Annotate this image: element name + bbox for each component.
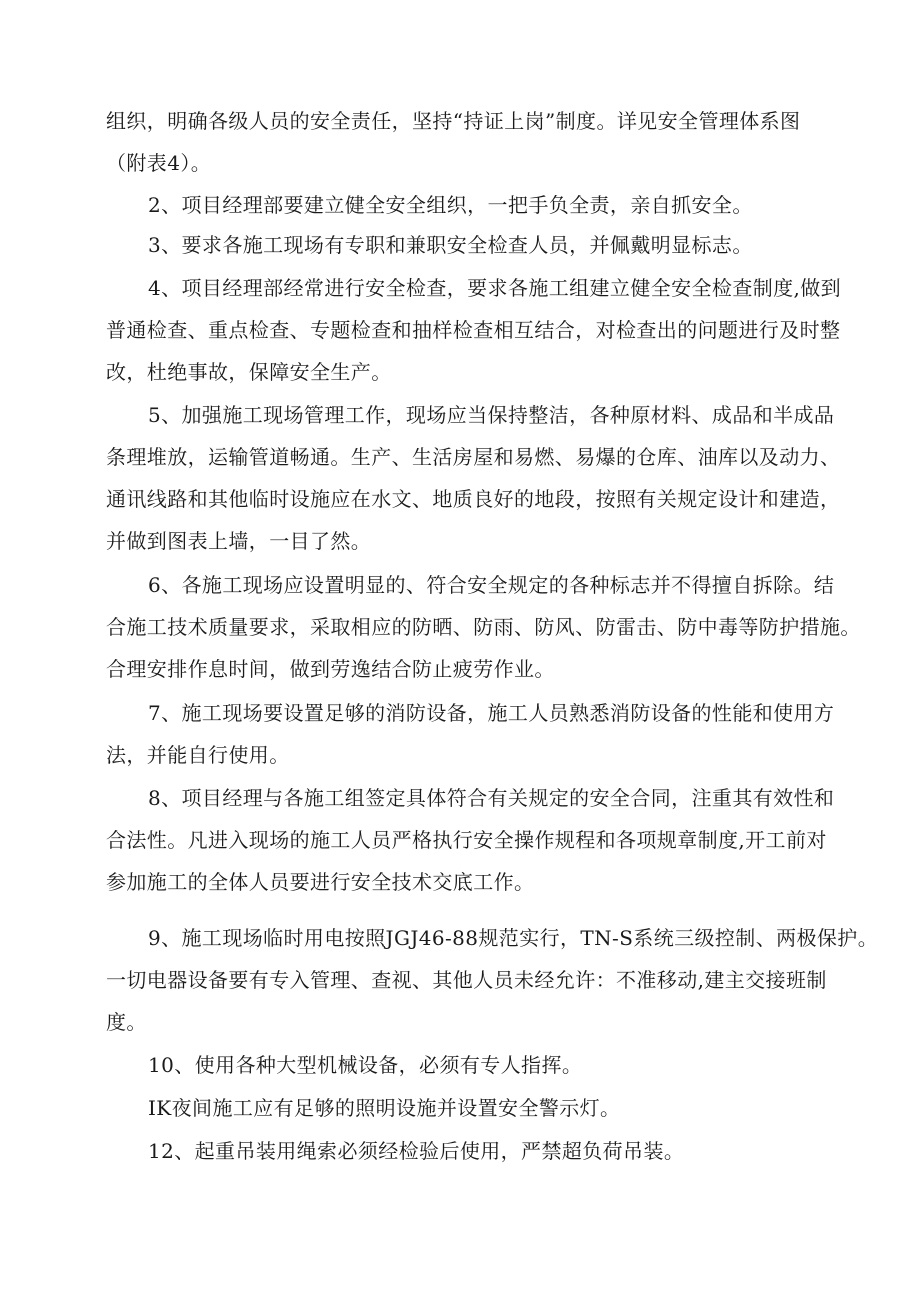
text-line: （附表4）。 — [106, 151, 212, 175]
text-line: 3、要求各施工现场有专职和兼职安全检查人员，并佩戴明显标志。 — [148, 233, 753, 257]
text-line: 组织，明确各级人员的安全责任，坚持“持证上岗”制度。详见安全管理体系图 — [106, 109, 801, 133]
text-line: 合法性。凡进入现场的施工人员严格执行安全操作规程和各项规章制度,开工前对 — [106, 828, 827, 852]
text-line: 度。 — [106, 1010, 147, 1034]
text-line: 一切电器设备要有专入管理、查视、其他人员未经允许：不准移动,建主交接班制 — [106, 968, 827, 992]
text-line: 7、施工现场要设置足够的消防设备，施工人员熟悉消防设备的性能和使用方 — [148, 701, 835, 725]
paragraph-10 — [106, 1044, 826, 1086]
text-line: 2、项目经理部要建立健全安全组织，一把手负全责，亲自抓安全。 — [148, 193, 753, 217]
paragraph-6 — [106, 564, 861, 690]
text-line: 8、项目经理与各施工组签定具体符合有关规定的安全合同，注重其有效性和 — [148, 786, 835, 810]
text-line: 条理堆放，运输管道畅通。生产、生活房屋和易燃、易爆的仓库、油库以及动力、 — [106, 445, 841, 469]
text-line: 普通检查、重点检查、专题检查和抽样检查相互结合，对检查出的问题进行及时整 — [106, 318, 841, 342]
paragraph-5 — [106, 394, 841, 562]
paragraph-8 — [106, 777, 835, 903]
text-line: 并做到图表上墙，一目了然。 — [106, 529, 372, 553]
text-line: 改，杜绝事故，保障安全生产。 — [106, 360, 392, 384]
text-line: 4、项目经理部经常进行安全检查，要求各施工组建立健全安全检查制度,做到 — [148, 276, 842, 300]
text-line: 法，并能自行使用。 — [106, 743, 290, 767]
text-line: 9、施工现场临时用电按照JGJ46-88规范实行，TN-S系统三级控制、两极保护。 — [148, 926, 879, 950]
text-line: 合施工技术质量要求，采取相应的防晒、防雨、防风、防雷击、防中毒等防护措施。 — [106, 615, 861, 639]
text-line: 合理安排作息时间，做到劳逸结合防止疲劳作业。 — [106, 657, 555, 681]
paragraph-4 — [106, 267, 842, 393]
paragraph-11 — [106, 1087, 826, 1129]
text-line: 5、加强施工现场管理工作，现场应当保持整洁，各种原材料、成品和半成品 — [148, 403, 835, 427]
paragraph-2 — [106, 184, 826, 226]
paragraph-9 — [106, 917, 879, 1043]
paragraph-1-continued — [106, 100, 826, 184]
paragraph-12 — [106, 1130, 826, 1172]
paragraph-3 — [106, 224, 826, 266]
text-line: 参加施工的全体人员要进行安全技术交底工作。 — [106, 870, 535, 894]
text-line: 12、起重吊装用绳索必须经检验后使用，严禁超负荷吊装。 — [148, 1139, 685, 1163]
text-line: 10、使用各种大型机械设备，必须有专人指挥。 — [148, 1053, 583, 1077]
text-line: 6、各施工现场应设置明显的、符合安全规定的各种标志并不得擅自拆除。结 — [148, 573, 835, 597]
text-line: IK夜间施工应有足够的照明设施并设置安全警示灯。 — [148, 1096, 621, 1120]
paragraph-7 — [106, 692, 835, 776]
text-line: 通讯线路和其他临时设施应在水文、地质良好的地段，按照有关规定设计和建造， — [106, 487, 841, 511]
